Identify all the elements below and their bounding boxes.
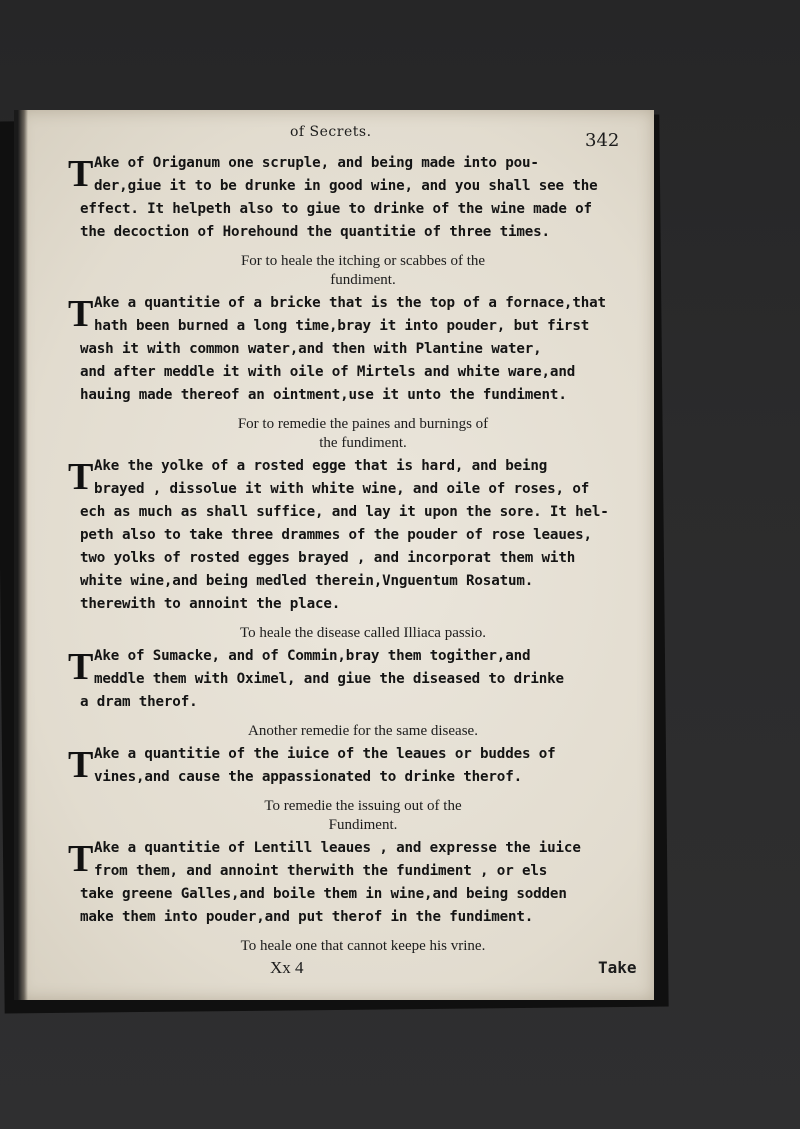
heading-line: To remedie the issuing out of the	[264, 798, 462, 814]
heading-line: the fundiment.	[319, 435, 407, 451]
text-line: from them, and annoint therwith the fundiment , or els	[94, 863, 548, 879]
heading-line: fundiment.	[330, 272, 396, 288]
text-line: make them into pouder,and put therof in the fundiment.	[80, 909, 534, 925]
recipe-heading	[80, 252, 646, 290]
heading-line: Fundiment.	[328, 817, 398, 833]
text-line: Ake the yolke of a rosted egge that is hard, and being	[94, 458, 548, 474]
page-content	[68, 124, 646, 982]
drop-initial: T	[68, 456, 94, 498]
text-line: take greene Galles,and boile them in wine,and being sodden	[80, 886, 567, 902]
page-footer	[80, 958, 646, 982]
recipe-paragraph	[68, 455, 646, 616]
heading-line: For to remedie the paines and burnings of	[237, 416, 489, 432]
recipe-list	[68, 152, 646, 956]
running-title: of Secrets.	[290, 124, 372, 140]
text-line: peth also to take three drammes of the pouder of rose leaues,	[80, 527, 592, 543]
heading-line: To heale the disease called Illiaca passio.	[240, 625, 486, 641]
text-line: a dram therof.	[80, 694, 198, 710]
text-line: the decoction of Horehound the quantitie of three times.	[80, 224, 550, 240]
drop-initial: T	[68, 153, 94, 195]
text-line: Ake of Origanum one scruple, and being made into pou-	[94, 155, 539, 171]
running-head	[80, 124, 646, 150]
text-line: effect. It helpeth also to giue to drinke of the wine made of	[80, 201, 592, 217]
page-number: 342	[585, 130, 620, 151]
heading-line: For to heale the itching or scabbes of the	[240, 253, 486, 269]
heading-line: Another remedie for the same disease.	[248, 723, 478, 739]
recipe-paragraph	[68, 645, 646, 714]
text-line: hauing made thereof an ointment,use it unto the fundiment.	[80, 387, 567, 403]
text-line: wash it with common water,and then with Plantine water,	[80, 341, 542, 357]
text-line: Ake of Sumacke, and of Commin,bray them togither,and	[94, 648, 531, 664]
drop-initial: T	[68, 838, 94, 880]
text-line: hath been burned a long time,bray it into pouder, but first	[94, 318, 590, 334]
text-line: Ake a quantitie of Lentill leaues , and expresse the iuice	[94, 840, 581, 856]
recipe-heading	[80, 624, 646, 643]
recipe-heading	[80, 722, 646, 741]
book-page	[14, 110, 654, 1000]
text-line: ech as much as shall suffice, and lay it upon the sore. It hel-	[80, 504, 609, 520]
text-line: white wine,and being medled therein,Vnguentum Rosatum.	[80, 573, 534, 589]
text-line: brayed , dissolue it with white wine, and oile of roses, of	[94, 481, 590, 497]
recipe-heading	[80, 415, 646, 453]
text-line: der,giue it to be drunke in good wine, and you shall see the	[94, 178, 598, 194]
catchword: Take	[598, 958, 637, 977]
drop-initial: T	[68, 293, 94, 335]
text-line: Ake a quantitie of a bricke that is the top of a fornace,that	[94, 295, 606, 311]
signature-mark: Xx 4	[270, 958, 304, 977]
recipe-paragraph	[68, 152, 646, 244]
text-line: therewith to annoint the place.	[80, 596, 341, 612]
heading-line: To heale one that cannot keepe his vrine.	[240, 938, 486, 954]
recipe-paragraph	[68, 743, 646, 789]
recipe-paragraph	[68, 837, 646, 929]
text-line: two yolks of rosted egges brayed , and incorporat them with	[80, 550, 576, 566]
recipe-paragraph	[68, 292, 646, 407]
drop-initial: T	[68, 646, 94, 688]
text-line: meddle them with Oximel, and giue the diseased to drinke	[94, 671, 564, 687]
text-line: vines,and cause the appassionated to drinke therof.	[94, 769, 522, 785]
recipe-heading	[80, 937, 646, 956]
page-gutter	[18, 110, 28, 1000]
text-line: Ake a quantitie of the iuice of the leaues or buddes of	[94, 746, 556, 762]
recipe-heading	[80, 797, 646, 835]
drop-initial: T	[68, 744, 94, 786]
text-line: and after meddle it with oile of Mirtels and white ware,and	[80, 364, 576, 380]
